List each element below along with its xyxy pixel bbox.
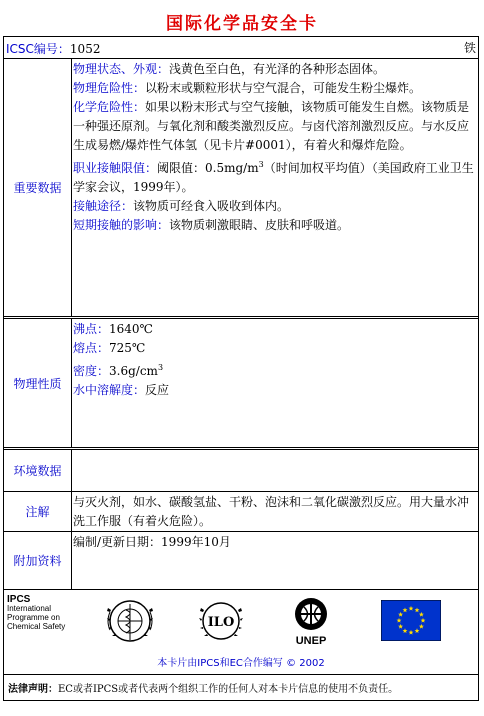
short-term-value: 该物质刺激眼睛、皮肤和呼吸道。 (169, 218, 350, 232)
important-data-label: 重要数据 (4, 59, 72, 317)
substance-name: 铁 (464, 41, 477, 55)
legal-text: EC或者IPCS或者代表两个组织工作的任何人对本卡片信息的使用不负责任。 (58, 684, 399, 695)
svg-text:ILO: ILO (207, 615, 235, 630)
density-value: 3.6g/cm (109, 364, 158, 378)
legal-label: 法律声明： (8, 684, 58, 695)
physical-properties-label: 物理性质 (4, 319, 72, 448)
environmental-content (72, 450, 479, 492)
header-row (4, 37, 479, 59)
physical-hazard-label: 物理危险性： (73, 81, 146, 95)
important-data-row (4, 59, 479, 317)
notes-content: 与灭火剂，如水、碳酸氢盐、干粉、泡沫和二氧化碳激烈反应。用大量水冲洗工作服（有着火危险）。 (72, 492, 479, 532)
route-label: 接触途径： (73, 199, 134, 213)
exposure-limit-value-rest: （时间加权平均值）（美国政府工业卫生学家会议，1999年）。 (73, 161, 474, 194)
short-term-label: 短期接触的影响： (73, 218, 170, 232)
physical-state-label: 物理状态、外观： (73, 62, 170, 76)
ipcs-line1: International (7, 604, 52, 613)
exposure-limit-value: 阈限值：0.5mg/m (157, 161, 259, 175)
ipcs-line3: Chemical Safety (7, 622, 66, 631)
copyright-text: 本卡片由IPCS和EC合作编写 © 2002 (157, 658, 325, 669)
notes-label: 注解 (4, 492, 72, 532)
boiling-point-label: 沸点： (73, 322, 110, 336)
logos-panel (4, 590, 478, 674)
notes-row (4, 492, 479, 532)
physical-properties-row (4, 319, 479, 448)
svg-text:UNEP: UNEP (295, 635, 327, 647)
route-value: 该物质可经食入吸收到体内。 (133, 199, 290, 213)
who-logo (104, 596, 156, 646)
ipcs-logo (7, 595, 65, 631)
unep-logo (288, 594, 334, 648)
icsc-number: 1052 (69, 42, 101, 56)
ilo-logo (196, 596, 246, 646)
exposure-limit-superscript: 3 (258, 160, 264, 169)
safety-card-table (3, 36, 479, 701)
environmental-row (4, 450, 479, 492)
card-title: 国际化学品安全卡 (166, 14, 318, 34)
exposure-limit-label: 职业接触限值： (73, 161, 158, 175)
density-label: 密度： (73, 364, 110, 378)
legal-row (4, 675, 479, 701)
legal-notice (4, 675, 479, 701)
density-superscript: 3 (157, 363, 164, 372)
solubility-label: 水中溶解度： (73, 383, 146, 397)
eu-flag-logo (381, 600, 441, 641)
melting-point-value: 725℃ (109, 341, 146, 355)
logos-row (4, 590, 479, 675)
important-data-content (72, 59, 479, 317)
solubility-value: 反应 (145, 383, 170, 397)
additional-row (4, 532, 479, 590)
chemical-hazard-label: 化学危险性： (73, 100, 146, 114)
physical-hazard-value: 以粉末或颗粒形状与空气混合，可能发生粉尘爆炸。 (145, 81, 422, 95)
ipcs-line2: Programme on (7, 613, 60, 622)
additional-label: 附加资料 (4, 532, 72, 590)
boiling-point-value: 1640℃ (109, 322, 153, 336)
physical-properties-content (72, 319, 479, 448)
icsc-label: ICSC编号： (6, 42, 70, 56)
melting-point-label: 熔点： (73, 341, 110, 355)
additional-content: 编制/更新日期：1999年10月 (72, 532, 479, 590)
chemical-hazard-value: 如果以粉末形式与空气接触，该物质可能发生自燃。该物质是一种强还原剂。与氧化剂和酸类激烈反应。与卤代溶剂激烈反应。与水反应生成易燃/爆炸性气体氢（见卡片#0001），有着火和爆炸危险。 (73, 100, 470, 152)
environmental-label: 环境数据 (4, 450, 72, 492)
physical-state-value: 浅黄色至白色，有光泽的各种形态固体。 (169, 62, 386, 76)
ipcs-title: IPCS (7, 594, 31, 605)
